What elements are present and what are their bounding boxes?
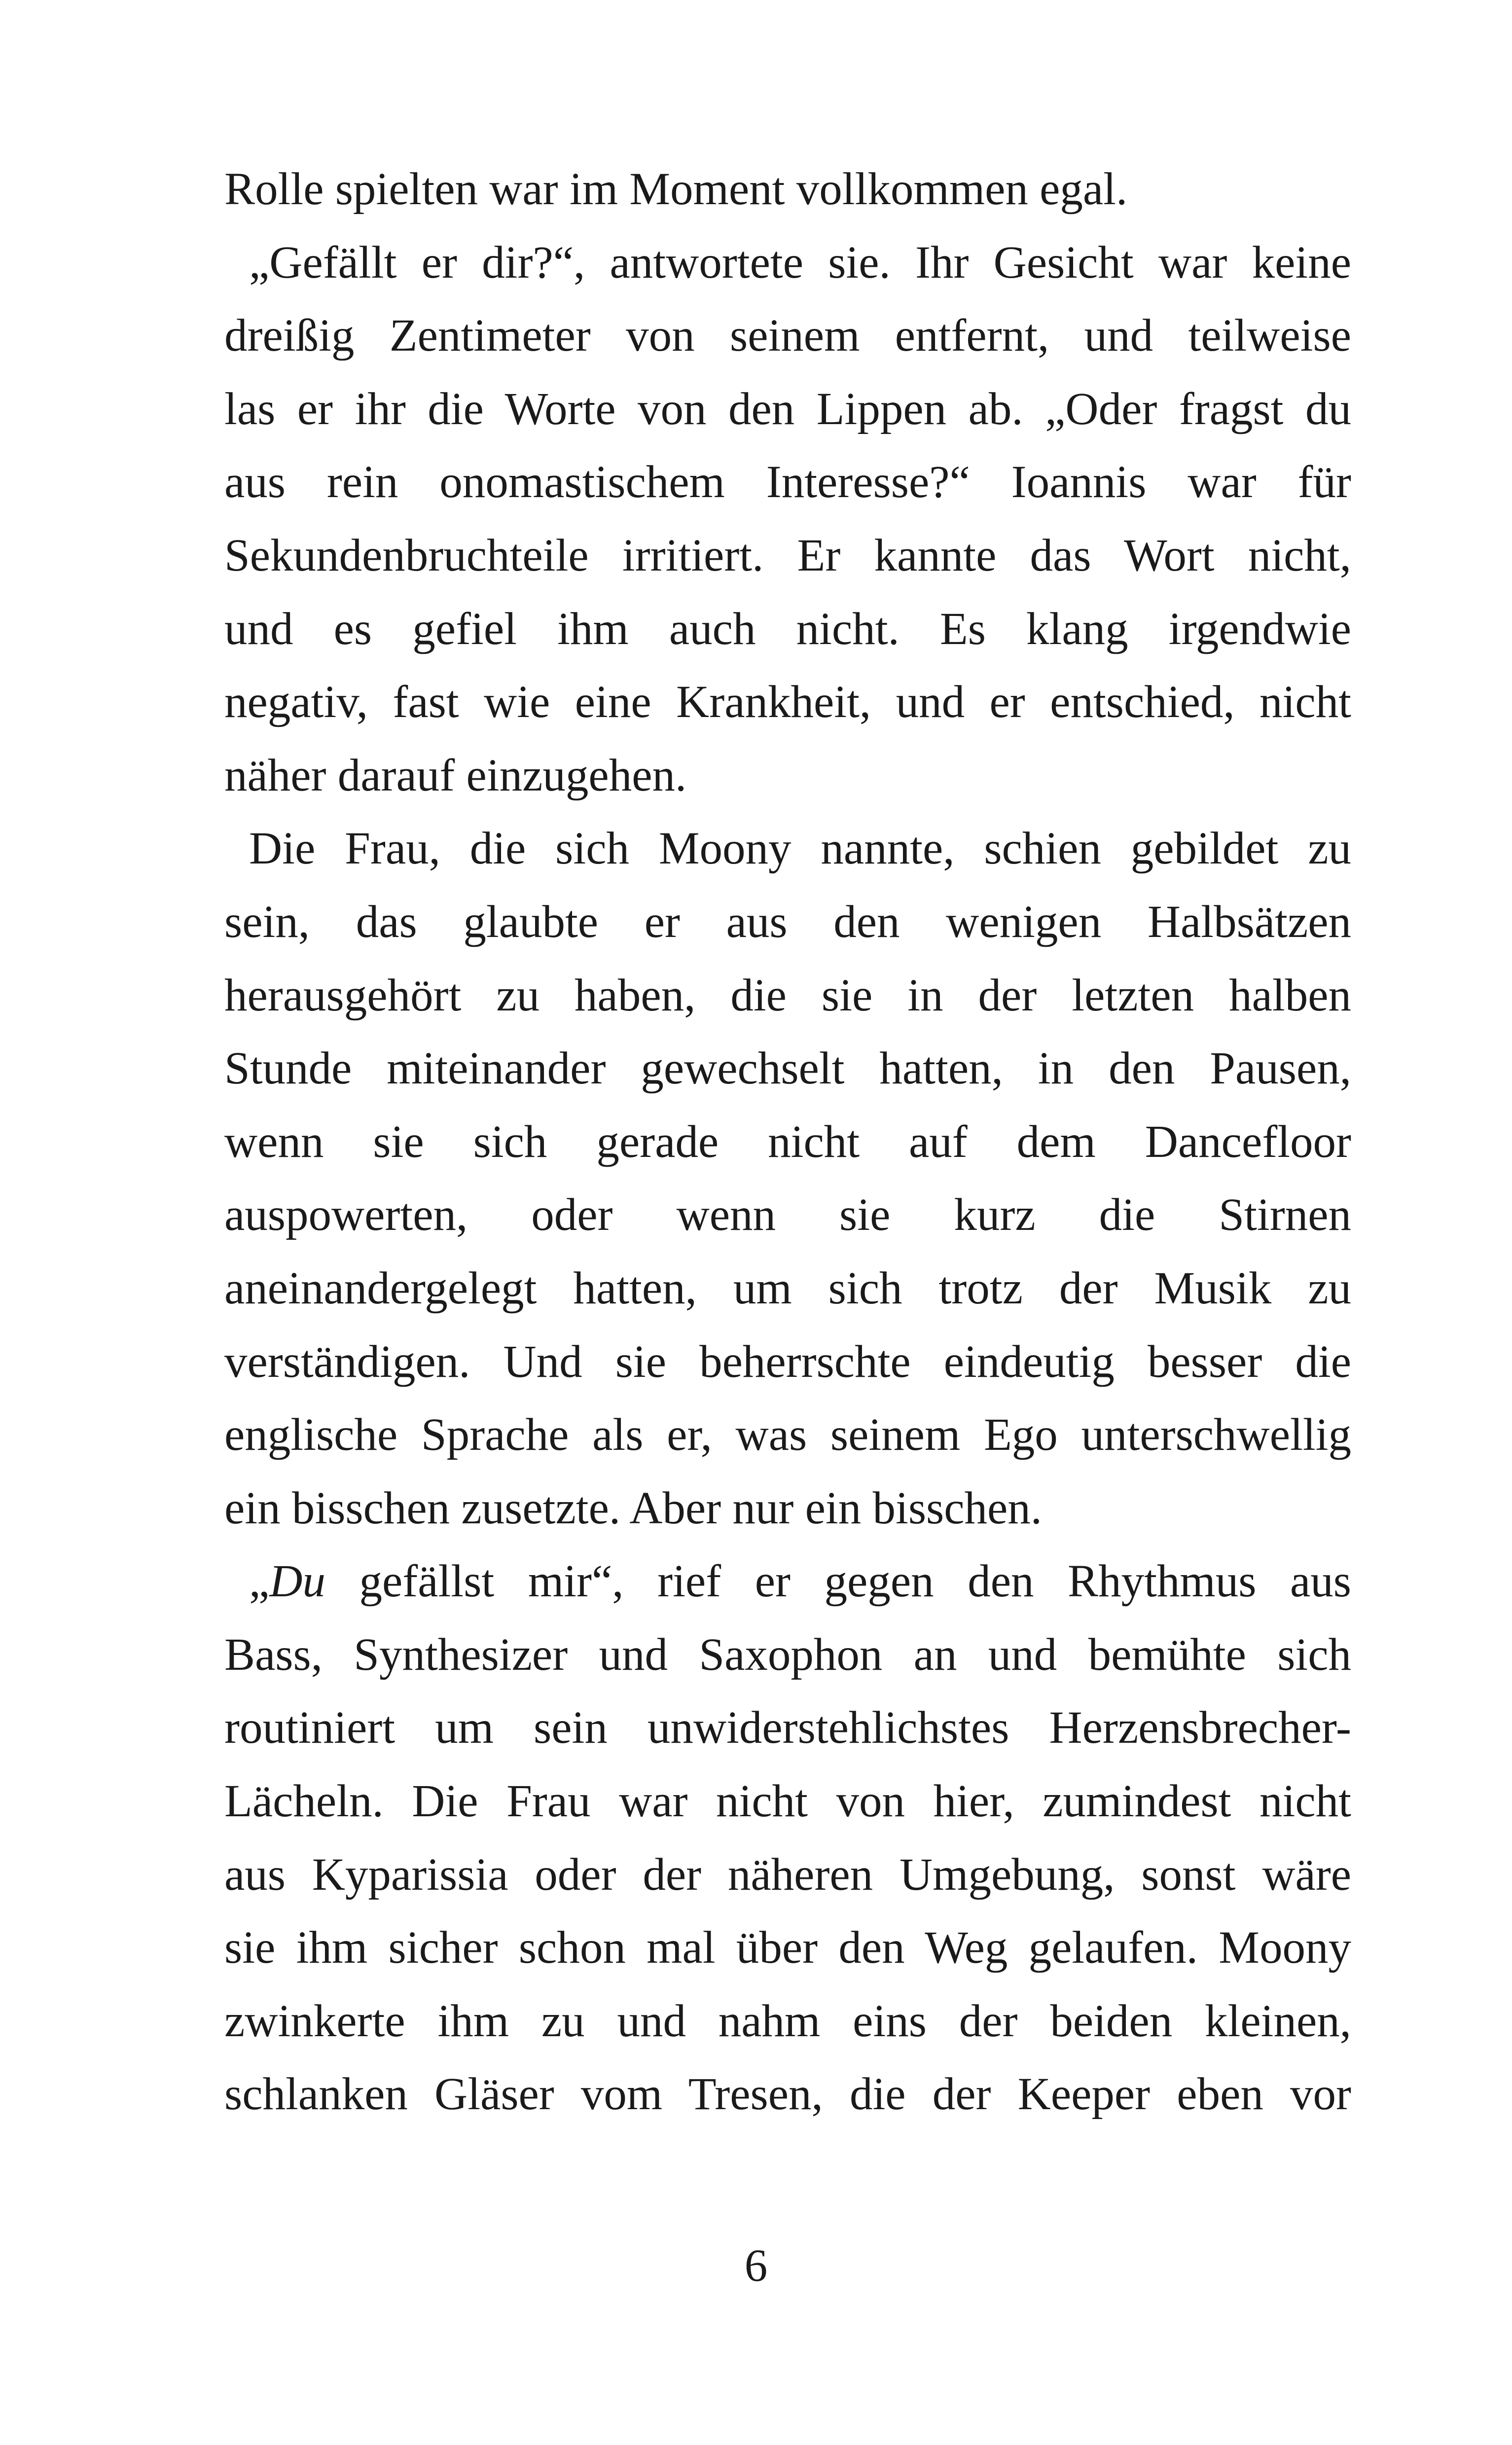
text-line xyxy=(224,1911,1351,1985)
text-line xyxy=(224,1765,1351,1838)
line-text: und es gefiel ihm auch nicht. Es klang irgendwie xyxy=(224,603,1351,654)
quote-mark: „ xyxy=(249,1556,270,1607)
line-text: „Gefällt er dir?“, antwortete sie. Ihr Gesicht war keine xyxy=(249,237,1351,288)
text-line xyxy=(224,1106,1351,1179)
line-text: aus Kyparissia oder der näheren Umgebung, sonst wäre xyxy=(224,1849,1351,1900)
line-text: Sekundenbruchteile irritiert. Er kannte das Wort nicht, xyxy=(224,530,1351,581)
text-line xyxy=(224,1252,1351,1326)
line-text: näher darauf einzugehen. xyxy=(224,750,687,801)
line-text: ein bisschen zusetzte. Aber nur ein bisschen. xyxy=(224,1482,1043,1534)
line-text: englische Sprache als er, was seinem Ego unterschwellig xyxy=(224,1409,1351,1461)
line-text: las er ihr die Worte von den Lippen ab. „Oder fragst du xyxy=(224,383,1351,434)
line-text: schlanken Gläser vom Tresen, die der Keeper eben vor xyxy=(224,2069,1351,2120)
text-line xyxy=(224,886,1351,959)
emphasized-word: Du xyxy=(269,1556,325,1607)
text-line xyxy=(224,373,1351,446)
line-text: aus rein onomastischem Interesse?“ Ioannis war für xyxy=(224,457,1351,508)
text-line xyxy=(224,299,1351,373)
line-text: Lächeln. Die Frau war nicht von hier, zumindest nicht xyxy=(224,1776,1351,1827)
text-line xyxy=(224,1326,1351,1399)
text-line xyxy=(224,959,1351,1033)
text-line xyxy=(224,1179,1351,1252)
text-line xyxy=(224,593,1351,666)
line-text: sie ihm sicher schon mal über den Weg gelaufen. Moony xyxy=(224,1922,1351,1974)
text-line xyxy=(224,1032,1351,1106)
line-text: sein, das glaubte er aus den wenigen Halbsätzen xyxy=(224,896,1351,947)
text-line xyxy=(224,1545,1351,1618)
text-line xyxy=(224,1399,1351,1472)
body-text xyxy=(224,153,1351,2131)
text-line xyxy=(224,1838,1351,1912)
text-line xyxy=(224,446,1351,519)
text-line xyxy=(224,812,1351,886)
line-text: Stunde miteinander gewechselt hatten, in den Pausen, xyxy=(224,1043,1351,1094)
line-text: negativ, fast wie eine Krankheit, und er entschied, nicht xyxy=(224,677,1351,728)
line-text: aneinandergelegt hatten, um sich trotz der Musik zu xyxy=(224,1262,1351,1314)
text-line xyxy=(224,1985,1351,2058)
line-text: routiniert um sein unwiderstehlichstes Herzensbrecher- xyxy=(224,1702,1351,1754)
page-number: 6 xyxy=(744,2240,768,2291)
line-text: Bass, Synthesizer und Saxophon an und bemühte sich xyxy=(224,1629,1351,1680)
line-text: verständigen. Und sie beherrschte eindeutig besser die xyxy=(224,1336,1351,1387)
line-text: auspowerten, oder wenn sie kurz die Stirnen xyxy=(224,1189,1351,1241)
text-line xyxy=(224,666,1351,739)
line-text: Rolle spielten war im Moment vollkommen egal. xyxy=(224,164,1128,215)
line-text: wenn sie sich gerade nicht auf dem Dancefloor xyxy=(224,1116,1351,1167)
line-text: Die Frau, die sich Moony nannte, schien gebildet zu xyxy=(249,823,1351,874)
text-line xyxy=(224,226,1351,300)
line-text: gefällst mir“, rief er gegen den Rhythmus aus xyxy=(325,1556,1351,1607)
line-text: zwinkerte ihm zu und nahm eins der beiden kleinen, xyxy=(224,1995,1351,2047)
text-line xyxy=(224,1691,1351,1765)
text-line xyxy=(224,1618,1351,1692)
text-line xyxy=(224,1472,1351,1546)
text-line xyxy=(224,2058,1351,2131)
text-line xyxy=(224,153,1351,226)
line-text: herausgehört zu haben, die sie in der letzten halben xyxy=(224,970,1351,1021)
text-line xyxy=(224,519,1351,593)
text-line xyxy=(224,739,1351,813)
line-text: dreißig Zentimeter von seinem entfernt, und teilweise xyxy=(224,310,1351,361)
